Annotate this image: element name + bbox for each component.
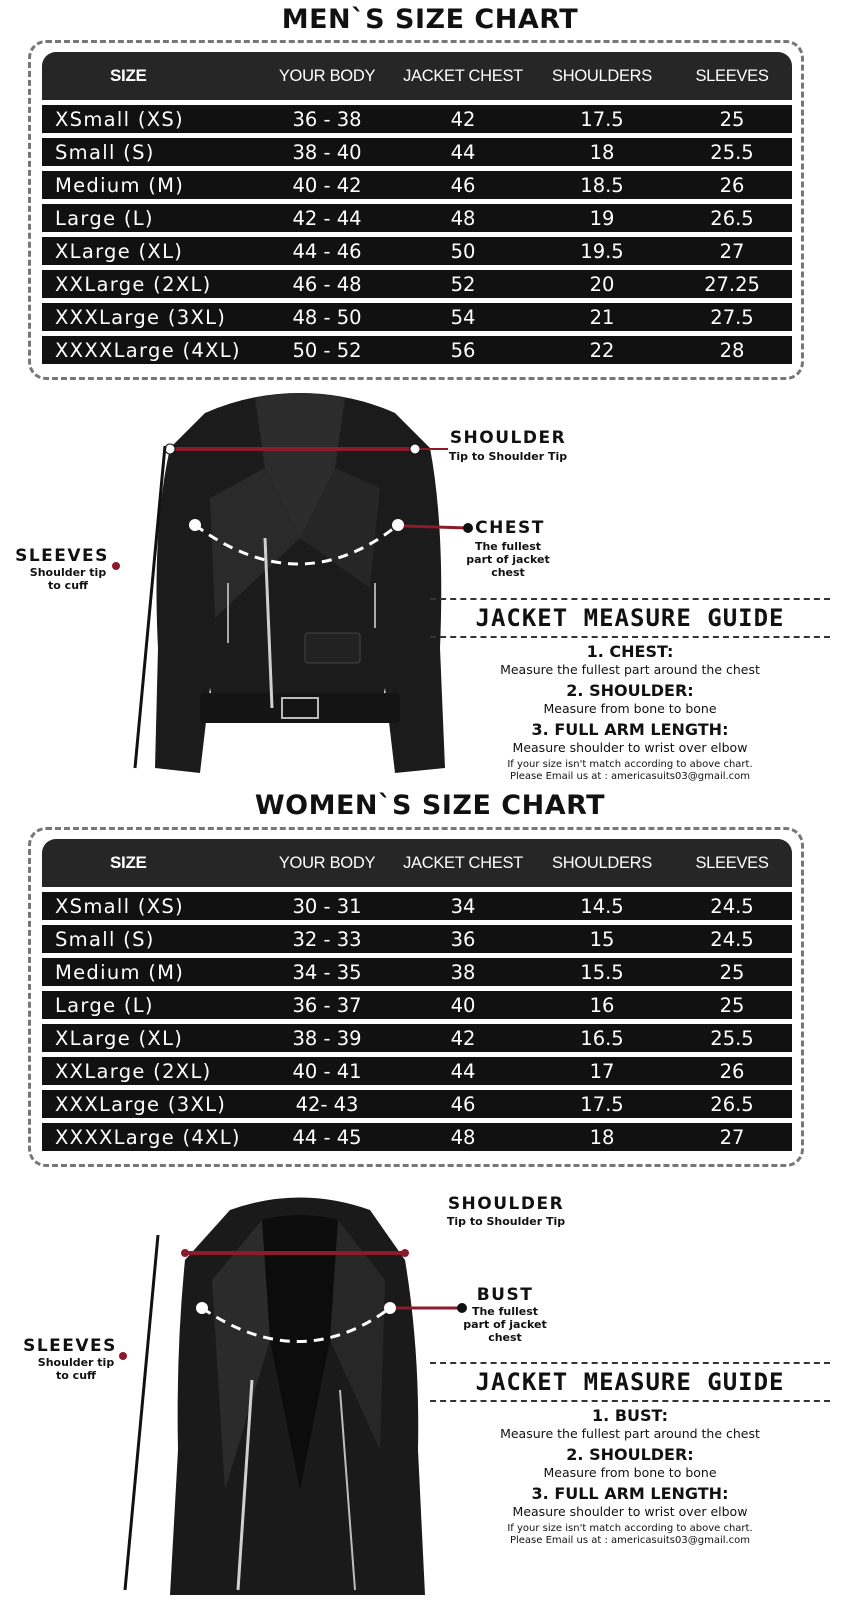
sleeves-cell: 27 [719,239,745,263]
size-cell: XXLarge (2XL) [55,1059,212,1083]
size-cell: XSmall (XS) [55,107,184,131]
shoulders-cell: 17 [589,1059,615,1083]
shoulders-cell: 17.5 [580,107,624,131]
header-your-body: YOUR BODY [278,853,376,872]
sleeves-cell: 27.5 [710,305,754,329]
women-table-body [42,892,792,1151]
size-cell: Large (L) [55,206,154,230]
shoulders-cell: 17.5 [580,1092,624,1116]
women-guide-desc-2: Measure from bone to bone [543,1465,717,1480]
size-cell: Medium (M) [55,960,185,984]
table-row [42,1090,792,1118]
women-guide-desc-3: Measure shoulder to wrist over elbow [512,1504,748,1519]
sleeves-cell: 26.5 [710,206,754,230]
your-body-cell: 44 - 46 [292,239,362,263]
table-row [42,270,792,298]
header-size: SIZE [110,853,147,872]
table-row [42,204,792,232]
your-body-cell: 36 - 37 [292,993,362,1017]
sleeves-cell: 24.5 [710,927,754,951]
men-guide-step-3: 3. FULL ARM LENGTH: [531,720,729,739]
men-size-chart-title: MEN`S SIZE CHART [281,4,579,35]
header-jacket-chest: JACKET CHEST [403,66,523,85]
your-body-cell: 36 - 38 [292,107,362,131]
shoulders-cell: 16.5 [580,1026,624,1050]
men-guide-desc-1: Measure the fullest part around the chest [500,662,760,677]
women-guide-step-1: 1. BUST: [592,1406,668,1425]
shoulders-cell: 19.5 [580,239,624,263]
men-measure-guide [430,598,830,783]
men-guide-step-1: 1. CHEST: [586,642,674,661]
size-cell: XXXLarge (3XL) [55,305,227,329]
jacket-chest-cell: 46 [450,1092,476,1116]
women-guide-title: JACKET MEASURE GUIDE [430,1362,830,1402]
size-cell: XXXLarge (3XL) [55,1092,227,1116]
sleeves-cell: 25.5 [710,1026,754,1050]
men-guide-note: If your size isn't match according to above chart. Please Email us at : americasuits03@gmail.com [507,759,753,782]
header-size: SIZE [110,66,147,85]
sleeves-cell: 25 [719,993,745,1017]
shoulders-cell: 15.5 [580,960,624,984]
table-row [42,171,792,199]
sleeves-cell: 25.5 [710,140,754,164]
header-sleeves: SLEEVES [695,66,769,85]
table-row [42,925,792,953]
jacket-chest-cell: 40 [450,993,476,1017]
sleeves-cell: 26 [719,173,745,197]
jacket-chest-cell: 48 [450,206,476,230]
men-size-table [42,52,792,364]
size-cell: Small (S) [55,140,155,164]
size-cell: XLarge (XL) [55,239,184,263]
men-chest-sub: The fullest part of jacket chest [466,540,550,579]
shoulders-cell: 14.5 [580,894,624,918]
table-row [42,237,792,265]
jacket-chest-cell: 44 [450,1059,476,1083]
jacket-chest-cell: 42 [450,107,476,131]
table-row [42,1057,792,1085]
women-guide-step-2: 2. SHOULDER: [566,1445,694,1464]
size-cell: XXXXLarge (4XL) [55,338,241,362]
size-cell: XLarge (XL) [55,1026,184,1050]
women-guide-step-3: 3. FULL ARM LENGTH: [531,1484,729,1503]
size-cell: Medium (M) [55,173,185,197]
size-cell: Small (S) [55,927,155,951]
jacket-chest-cell: 48 [450,1125,476,1149]
men-sleeves-label: SLEEVES [15,546,109,566]
table-row [42,105,792,133]
women-shoulder-label: SHOULDER [447,1194,565,1214]
your-body-cell: 38 - 39 [292,1026,362,1050]
table-row [42,892,792,920]
men-table-body [42,105,792,364]
your-body-cell: 48 - 50 [292,305,362,329]
header-shoulders: SHOULDERS [552,853,652,872]
sleeves-cell: 24.5 [710,894,754,918]
your-body-cell: 30 - 31 [292,894,362,918]
your-body-cell: 44 - 45 [292,1125,362,1149]
your-body-cell: 40 - 41 [292,1059,362,1083]
women-measure-guide [430,1362,830,1547]
shoulders-cell: 19 [589,206,615,230]
women-guide-note: If your size isn't match according to above chart. Please Email us at : americasuits03@gmail.com [507,1523,753,1546]
shoulders-cell: 16 [589,993,615,1017]
size-cell: XSmall (XS) [55,894,184,918]
jacket-chest-cell: 44 [450,140,476,164]
women-size-chart-title: WOMEN`S SIZE CHART [254,790,606,821]
table-row [42,1123,792,1151]
table-row [42,1024,792,1052]
jacket-chest-cell: 56 [450,338,476,362]
table-row [42,991,792,1019]
header-your-body: YOUR BODY [278,66,376,85]
your-body-cell: 40 - 42 [292,173,362,197]
jacket-chest-cell: 52 [450,272,476,296]
table-row [42,138,792,166]
your-body-cell: 42 - 44 [292,206,362,230]
sleeves-cell: 26.5 [710,1092,754,1116]
your-body-cell: 38 - 40 [292,140,362,164]
sleeves-cell: 27.25 [704,272,760,296]
shoulders-cell: 21 [589,305,615,329]
header-jacket-chest: JACKET CHEST [403,853,523,872]
your-body-cell: 42- 43 [295,1092,359,1116]
table-row [42,303,792,331]
women-size-table [42,839,792,1151]
jacket-chest-cell: 50 [450,239,476,263]
sleeves-cell: 26 [719,1059,745,1083]
women-sleeves-sub: Shoulder tip to cuff [37,1356,115,1382]
men-shoulder-label: SHOULDER [449,428,567,448]
jacket-chest-cell: 46 [450,173,476,197]
jacket-chest-cell: 42 [450,1026,476,1050]
sleeves-cell: 27 [719,1125,745,1149]
jacket-chest-cell: 36 [450,927,476,951]
your-body-cell: 34 - 35 [292,960,362,984]
women-guide-desc-1: Measure the fullest part around the chest [500,1426,760,1441]
table-row [42,336,792,364]
jacket-chest-cell: 54 [450,305,476,329]
men-guide-step-2: 2. SHOULDER: [566,681,694,700]
jacket-chest-cell: 34 [450,894,476,918]
shoulders-cell: 22 [589,338,615,362]
men-sleeves-sub: Shoulder tip to cuff [29,566,107,592]
your-body-cell: 50 - 52 [292,338,362,362]
table-row [42,958,792,986]
size-cell: XXLarge (2XL) [55,272,212,296]
men-chest-label: CHEST [475,518,545,538]
header-shoulders: SHOULDERS [552,66,652,85]
jacket-chest-cell: 38 [450,960,476,984]
men-table-header [42,52,792,100]
sleeves-cell: 25 [719,107,745,131]
women-bust-sub: The fullest part of jacket chest [463,1305,547,1344]
size-cell: XXXXLarge (4XL) [55,1125,241,1149]
sleeves-cell: 28 [719,338,745,362]
men-guide-desc-2: Measure from bone to bone [543,701,717,716]
sleeves-cell: 25 [719,960,745,984]
shoulders-cell: 20 [589,272,615,296]
header-sleeves: SLEEVES [695,853,769,872]
your-body-cell: 32 - 33 [292,927,362,951]
your-body-cell: 46 - 48 [292,272,362,296]
women-bust-label: BUST [476,1285,534,1305]
women-sleeves-label: SLEEVES [23,1336,117,1356]
men-guide-title: JACKET MEASURE GUIDE [430,598,830,638]
shoulders-cell: 18 [589,1125,615,1149]
men-guide-desc-3: Measure shoulder to wrist over elbow [512,740,748,755]
shoulders-cell: 15 [589,927,615,951]
women-shoulder-sub: Tip to Shoulder Tip [446,1215,566,1228]
shoulders-cell: 18 [589,140,615,164]
size-cell: Large (L) [55,993,154,1017]
men-shoulder-sub: Tip to Shoulder Tip [448,450,568,463]
women-table-header [42,839,792,887]
shoulders-cell: 18.5 [580,173,624,197]
